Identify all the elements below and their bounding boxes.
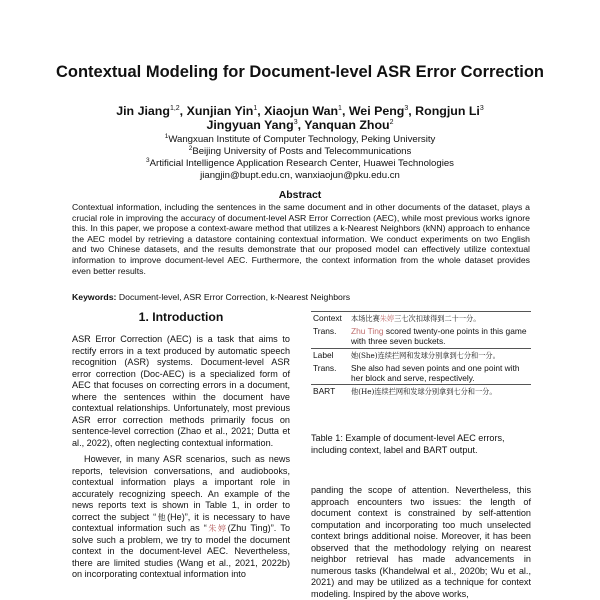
paper-title: Contextual Modeling for Document-level ASR Error Correction [55, 63, 545, 81]
keywords-text: Document-level, ASR Error Correction, k-Nearest Neighbors [116, 292, 351, 302]
row-content: Zhu Ting scored twenty-one points in this game with three seven buckets. [351, 326, 527, 347]
intro-paragraph-1: ASR Error Correction (AEC) is a task that aims to rectify errors in a text produced by automatic speech recognition (ASR) systems. Document-level ASR error correction (Doc-AEC) is a specialized form of AEC that focuses on correcting errors in a document, where the sentences within the document have contextual relationships. Unfortunately, most previous ASR error correction methods primarily focus on sentence-level correction (Zhao et al., 2021; Dutta et al., 2022), often neglecting contextual information. [72, 334, 290, 448]
keywords-label: Keywords: [72, 292, 117, 302]
left-column [72, 334, 290, 586]
right-column [311, 485, 531, 600]
abstract-heading: Abstract [278, 189, 322, 201]
table-row [311, 348, 531, 362]
authors [0, 104, 600, 132]
row-label: Label [311, 348, 349, 362]
row-label: BART [311, 385, 349, 399]
table-row [311, 325, 531, 348]
affiliation-3: $^3$Artificial Intelligence Application Research Center, Huawei Technologies [146, 156, 454, 169]
row-label: Context [311, 312, 349, 326]
author-name: Xunjian Yin [186, 104, 254, 118]
keywords [72, 292, 530, 302]
author-name: Jingyuan Yang [206, 118, 294, 132]
authors-line-2: Jingyuan Yang$^3$, Yanquan Zhou$^2$ [206, 118, 394, 132]
abstract-text: Contextual information, including the sentences in the same document and in other documents of the dataset, plays a crucial role in improving the accuracy of document-level ASR Error Correction (AEC), while most previous works ignore this. In this paper, we propose a context-aware method that utilizes a k-Nearest Neighbors (kNN) approach to enhance the AEC model by retrieving a datastore containing contextual information. We conduct experiments on two English and two Chinese datasets, and the results demonstrate that our proposed model can effectively utilize contextual information to improve document-level AEC. Furthermore, the context information from the whole dataset provides even better results. [72, 202, 530, 276]
author-name: Jin Jiang [116, 104, 170, 118]
right-paragraph-1: panding the scope of attention. Nevertheless, this approach encounters two issues: the length of document context is constrained by self-attention computation and incorporating too much unselected context brings additional noise. Moreover, it has been observed that the methodology relying on nearest neighbor retrieval has made advancements in numerous tasks (Khandelwal et al., 2020b; Wu et al., 2021) and may be utilized as a technique for context modeling. Inspired by the above works, [311, 485, 531, 599]
example-table [311, 311, 531, 398]
author-name: Wei Peng [348, 104, 405, 118]
table-row [311, 312, 531, 326]
row-label: Trans. [313, 362, 337, 373]
author-emails: jiangjin@bupt.edu.cn, wanxiaojun@pku.edu.cn [200, 170, 400, 181]
intro-paragraph-2: However, in many ASR scenarios, such as news reports, television conversations, and audiobooks, contextual information plays a important role in accurately recognizing speech. An example of the news reports text is shown in Table 1, in order to correct the subject “他(He)”, it is necessary to have contextual information such as “朱婷(Zhu Ting)”. To solve such a problem, we try to model the document context in the document-level AEC. Nevertheless, there are limited studies (Wang et al., 2021, 2022b) on incorporating contextual information into [72, 454, 291, 579]
row-label: Trans. [313, 326, 337, 337]
author-name: Yanquan Zhou [304, 118, 390, 132]
section-heading-introduction: 1. Introduction [138, 310, 224, 324]
table-row [311, 385, 531, 399]
table-row [311, 362, 531, 385]
affiliation-2: $^2$Beijing University of Posts and Telecommunications [188, 144, 412, 157]
row-content: She also had seven points and one point with her block and serve, respectively. [351, 362, 520, 384]
authors-line-1: Jin Jiang$^{1,2}$, Xunjian Yin$^1$, Xiaojun Wan$^1$, Wei Peng$^3$, Rongjun Li$^3$ [116, 104, 484, 118]
row-content: 本场比赛朱婷三七次扣球得到二十一分。 [349, 312, 531, 326]
row-content: 他(He)连续拦网和发球分别拿到七分和一分。 [349, 385, 531, 399]
author-name: Xiaojun Wan [264, 104, 339, 118]
row-content: 她(She)连续拦网和发球分别拿到七分和一分。 [349, 348, 531, 362]
affiliation-1: $^1$Wangxuan Institute of Computer Technology, Peking University [164, 132, 436, 145]
author-name: Rongjun Li [415, 104, 480, 118]
table-caption: Table 1: Example of document-level AEC errors, including context, label and BART output. [311, 433, 505, 455]
